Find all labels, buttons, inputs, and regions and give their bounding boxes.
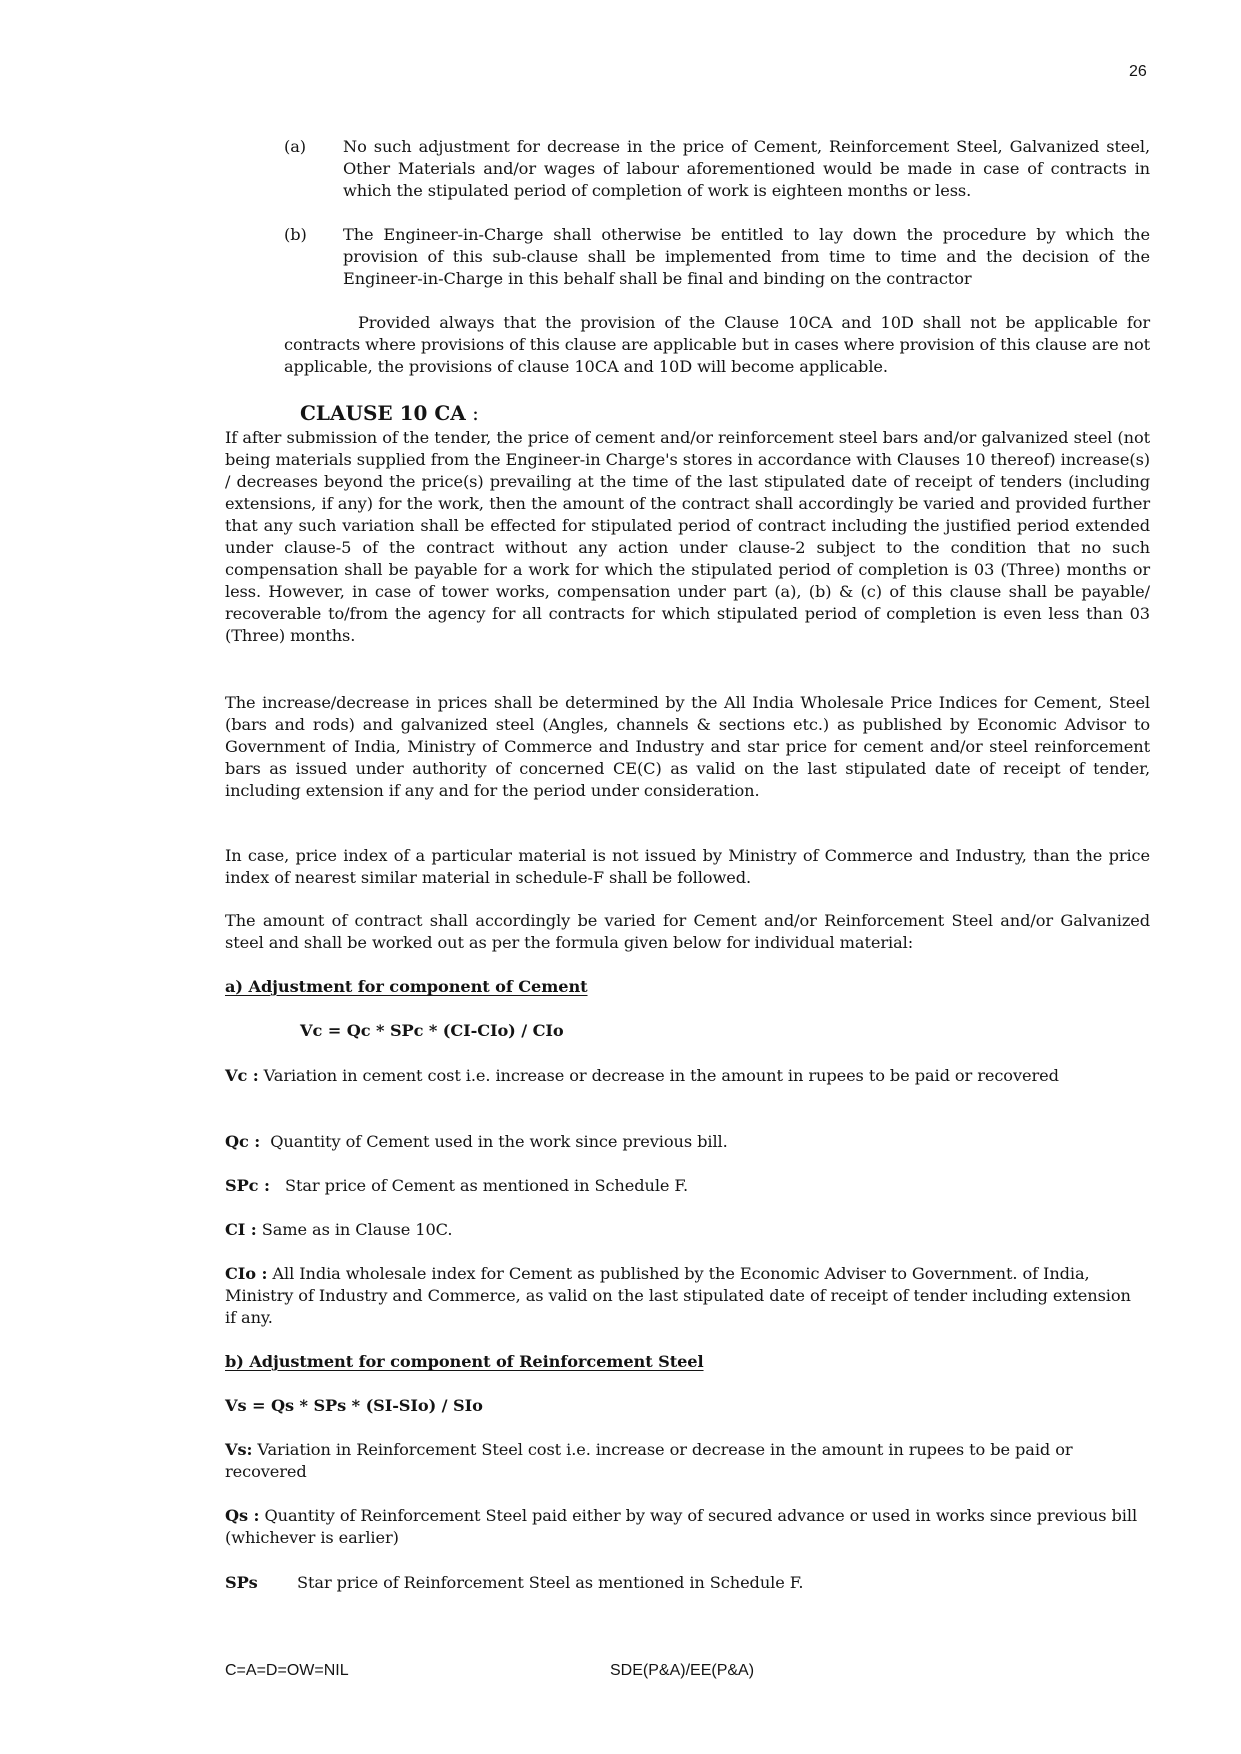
definition-vs (225, 1439, 1105, 1483)
definition-text: Variation in cement cost i.e. increase or decrease in the amount in rupees to be paid or recovered (258, 1066, 1059, 1085)
clause-paragraph-2: The increase/decrease in prices shall be determined by the All India Wholesale Price Indices for Cement, Steel (bars and rods) and galvanized steel (Angles, channels & sections etc.) as published by Economic Advisor to Government of India, Ministry of Commerce and Industry and star price for cement and/or steel reinforcement bars as issued under authority of concerned CE(C) as valid on the last stipulated date of receipt of tender, including extension if any and for the period under consideration. (225, 693, 1150, 800)
proviso-paragraph: Provided always that the provision of the Clause 10CA and 10D shall not be applicable for contracts where provisions of this clause are applicable but in cases where provision of this clause are not applicable, the provisions of clause 10CA and 10D will become applicable. (284, 313, 1150, 376)
definition-qc (225, 1131, 1150, 1153)
definition-text: Quantity of Cement used in the work since previous bill. (260, 1132, 728, 1151)
definition-term: Vc : (225, 1066, 259, 1085)
definition-qs (225, 1505, 1140, 1549)
definition-text: Star price of Reinforcement Steel as mentioned in Schedule F. (297, 1573, 804, 1592)
definition-text: Variation in Reinforcement Steel cost i.e. increase or decrease in the amount in rupees to be paid or recovered (225, 1440, 1073, 1481)
page-number: 26 (1129, 63, 1147, 80)
footer-left-text: C=A=D=OW=NIL (225, 1662, 349, 1679)
definition-ci (225, 1219, 1150, 1241)
definition-term: Vs: (225, 1440, 253, 1459)
cement-formula: Vc = Qc * SPc * (CI-CIo) / CIo (300, 1021, 564, 1040)
definition-text: Quantity of Reinforcement Steel paid either by way of secured advance or used in works since previous bill (whichever is earlier) (225, 1506, 1138, 1547)
definition-term: SPs (225, 1573, 258, 1592)
footer-center-text: SDE(P&A)/EE(P&A) (610, 1662, 755, 1679)
list-label: (a) (284, 137, 306, 156)
definition-cio (225, 1263, 1140, 1329)
definition-term: CIo : (225, 1264, 268, 1283)
definition-term: Qc : (225, 1132, 261, 1151)
definition-term: Qs : (225, 1506, 260, 1525)
clause-paragraph-3: In case, price index of a particular material is not issued by Ministry of Commerce and Industry, than the price index of nearest similar material in schedule-F shall be followed. (225, 846, 1150, 887)
clause-paragraph-1: If after submission of the tender, the price of cement and/or reinforcement steel bars and/or galvanized steel (not being materials supplied from the Engineer-in Charge's stores in accordance with Clauses 10 thereof) increase(s) / decreases beyond the price(s) prevailing at the time of the last stipulated date of receipt of tenders (including extensions, if any) for the work, then the amount of the contract shall accordingly be varied and provided further that any such variation shall be effected for stipulated period of contract including the justified period extended under clause-5 of the contract without any action under clause-2 subject to the condition that no such compensation shall be payable for a work for which the stipulated period of completion is 03 (Three) months or less. However, in case of tower works, compensation under part (a), (b) & (c) of this clause shall be payable/ recoverable to/from the agency for all contracts for which stipulated period of completion is even less than 03 (Three) months. (225, 428, 1150, 645)
list-text: The Engineer-in-Charge shall otherwise be entitled to lay down the procedure by which the provision of this sub-clause shall be implemented from time to time and the decision of the Engineer-in-Charge in this behalf shall be final and binding on the contractor (343, 225, 1150, 288)
clause-heading-text: CLAUSE 10 CA (300, 401, 466, 425)
clause-heading-colon: : (465, 401, 479, 425)
steel-section-heading: b) Adjustment for component of Reinforcement Steel (225, 1352, 704, 1371)
clause-paragraph-4: The amount of contract shall accordingly be varied for Cement and/or Reinforcement Steel and/or Galvanized steel and shall be worked out as per the formula given below for individual material: (225, 911, 1150, 952)
definition-term: SPc : (225, 1176, 270, 1195)
definition-spc (225, 1175, 1150, 1197)
list-label: (b) (284, 225, 307, 244)
steel-formula: Vs = Qs * SPs * (SI-SIo) / SIo (225, 1396, 483, 1415)
cement-section-heading: a) Adjustment for component of Cement (225, 977, 588, 996)
definition-text: Same as in Clause 10C. (256, 1220, 453, 1239)
list-text: No such adjustment for decrease in the price of Cement, Reinforcement Steel, Galvanized steel, Other Materials and/or wages of labour aforementioned would be made in case of contracts in which the stipulated period of completion of work is eighteen months or less. (343, 137, 1150, 200)
definition-term: CI : (225, 1220, 257, 1239)
definition-text: Star price of Cement as mentioned in Schedule F. (269, 1176, 689, 1195)
definition-vc (225, 1065, 1105, 1087)
definition-text: All India wholesale index for Cement as published by the Economic Adviser to Government. of India, Ministry of Industry and Commerce, as valid on the last stipulated date of receipt of tender including extension if any. (225, 1264, 1131, 1327)
clause-heading (300, 401, 479, 425)
